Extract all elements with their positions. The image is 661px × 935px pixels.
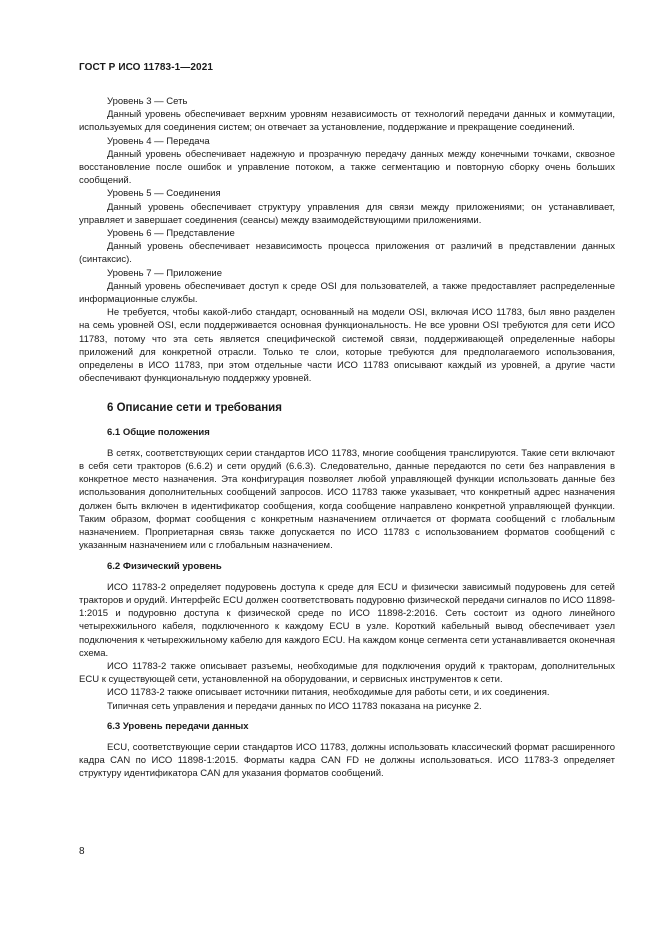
page-content [79,95,615,781]
section-6-2-paragraph-3: ИСО 11783-2 также описывает источники питания, необходимые для работы сети, и их соединения. [107,687,550,699]
level-7-title: Уровень 7 — Приложение [107,267,223,279]
section-6-1-heading: 6.1 Общие положения [107,426,210,438]
section-6-3-heading: 6.3 Уровень передачи данных [107,720,249,732]
level-5-title: Уровень 5 — Соединения [107,188,221,200]
section-6-heading: 6 Описание сети и требования [107,402,282,415]
level-6-title: Уровень 6 — Представление [107,228,235,240]
osi-paragraph: Не требуется, чтобы какой-либо стандарт, основанный на модели OSI, включая ИСО 11783, был явно разделен на семь уровней OSI, если поддерживается основная функциональность. Не все уровни OSI требуются для сети ИСО 11783, потому что эта сеть является специфической системой связи, поддерживающей определенные наборы приложений для конкретной отрасли. Только те слои, которые требуются для предполагаемого использования, определены в ИСО 11783, при этом отдельные части ИСО 11783 описывают каждый из уровней, а другие части обеспечивают функциональную поддержку уровней. [79,307,615,385]
section-6-2-heading: 6.2 Физический уровень [107,560,222,572]
level-7-text: Данный уровень обеспечивает доступ к среде OSI для пользователей, а также предоставляет распределенные информационные службы. [79,280,615,306]
level-5-text: Данный уровень обеспечивает структуру управления для связи между приложениями; он устанавливает, управляет и завершает соединения (сеансы) между взаимодействующими приложениями. [79,201,615,226]
level-4-title: Уровень 4 — Передача [107,135,210,147]
section-6-2-paragraph-4: Типичная сеть управления и передачи данных по ИСО 11783 показана на рисунке 2. [107,700,482,712]
level-6-text: Данный уровень обеспечивает независимость процесса приложения от различий в представлении данных (синтаксис). [79,241,615,266]
document-header: ГОСТ Р ИСО 11783-1—2021 [79,62,214,73]
level-4-text: Данный уровень обеспечивает надежную и прозрачную передачу данных между конечными точками, сквозное восстановление после ошибок и управление потоком, а также сегментацию и повторную сборку очень больших сообщений. [79,148,615,187]
page-number: 8 [79,846,85,857]
section-6-1-text: В сетях, соответствующих серии стандартов ИСО 11783, многие сообщения транслируются. Такие сети включают в себя сети тракторов (6.6.2) и сети орудий (6.6.3). Следовательно, данные передаются по сети без направления в конкретное место назначения. Эта конфигурация позволяет любой управляющей функции использовать данные без использования дополнительных сообщений запросов. ИСО 11783 также указывает, что конкретный адрес назначения должен быть включен в идентификатор сообщения, когда сообщение направлено конкретной управляющей функции. Таким образом, формат сообщения с конкретным назначением отличается от формата сообщений с глобальным назначением. Проприетарная связь также допускается по ИСО 11783 с использованием форматов сообщений с указанным назначением или с глобальным назначением. [79,447,615,552]
level-3-title: Уровень 3 — Сеть [107,96,188,107]
level-3-text: Данный уровень обеспечивает верхним уровням независимость от технологий передачи данных и коммутации, используемых для соединения систем; он отвечает за установление, поддержание и прекращение соединений. [79,109,615,134]
section-6-2-paragraph-2: ИСО 11783-2 также описывает разъемы, необходимые для подключения орудий к тракторам, дополнительных ECU к существующей сети, установленной на оборудовании, и сервисных инструментов к сети. [79,660,615,686]
section-6-2-paragraph-1: ИСО 11783-2 определяет подуровень доступа к среде для ECU и физически зависимый подуровень для сетей тракторов и орудий. Интерфейс ECU должен соответствовать подуровню физической передачи сигналов по ИСО 11898-1:2015 и подуровню доступа к физической среде по ИСО 11898-2:2016. Сеть состоит из одного линейного четырехжильного кабеля, подключенного к каждому ECU в узле. Короткий кабельный вывод обеспечивает узел подключения к четырехжильному кабелю для каждого ECU. На каждом конце сегмента сети устанавливается оконечная схема. [79,581,616,659]
section-6-3-text: ECU, соответствующие серии стандартов ИСО 11783, должны использовать классический формат расширенного кадра CAN по ИСО 11898-1:2015. Форматы кадра CAN FD не должны использоваться. ИСО 11783-3 определяет структуру идентификатора CAN для указания форматов сообщений. [79,741,615,780]
